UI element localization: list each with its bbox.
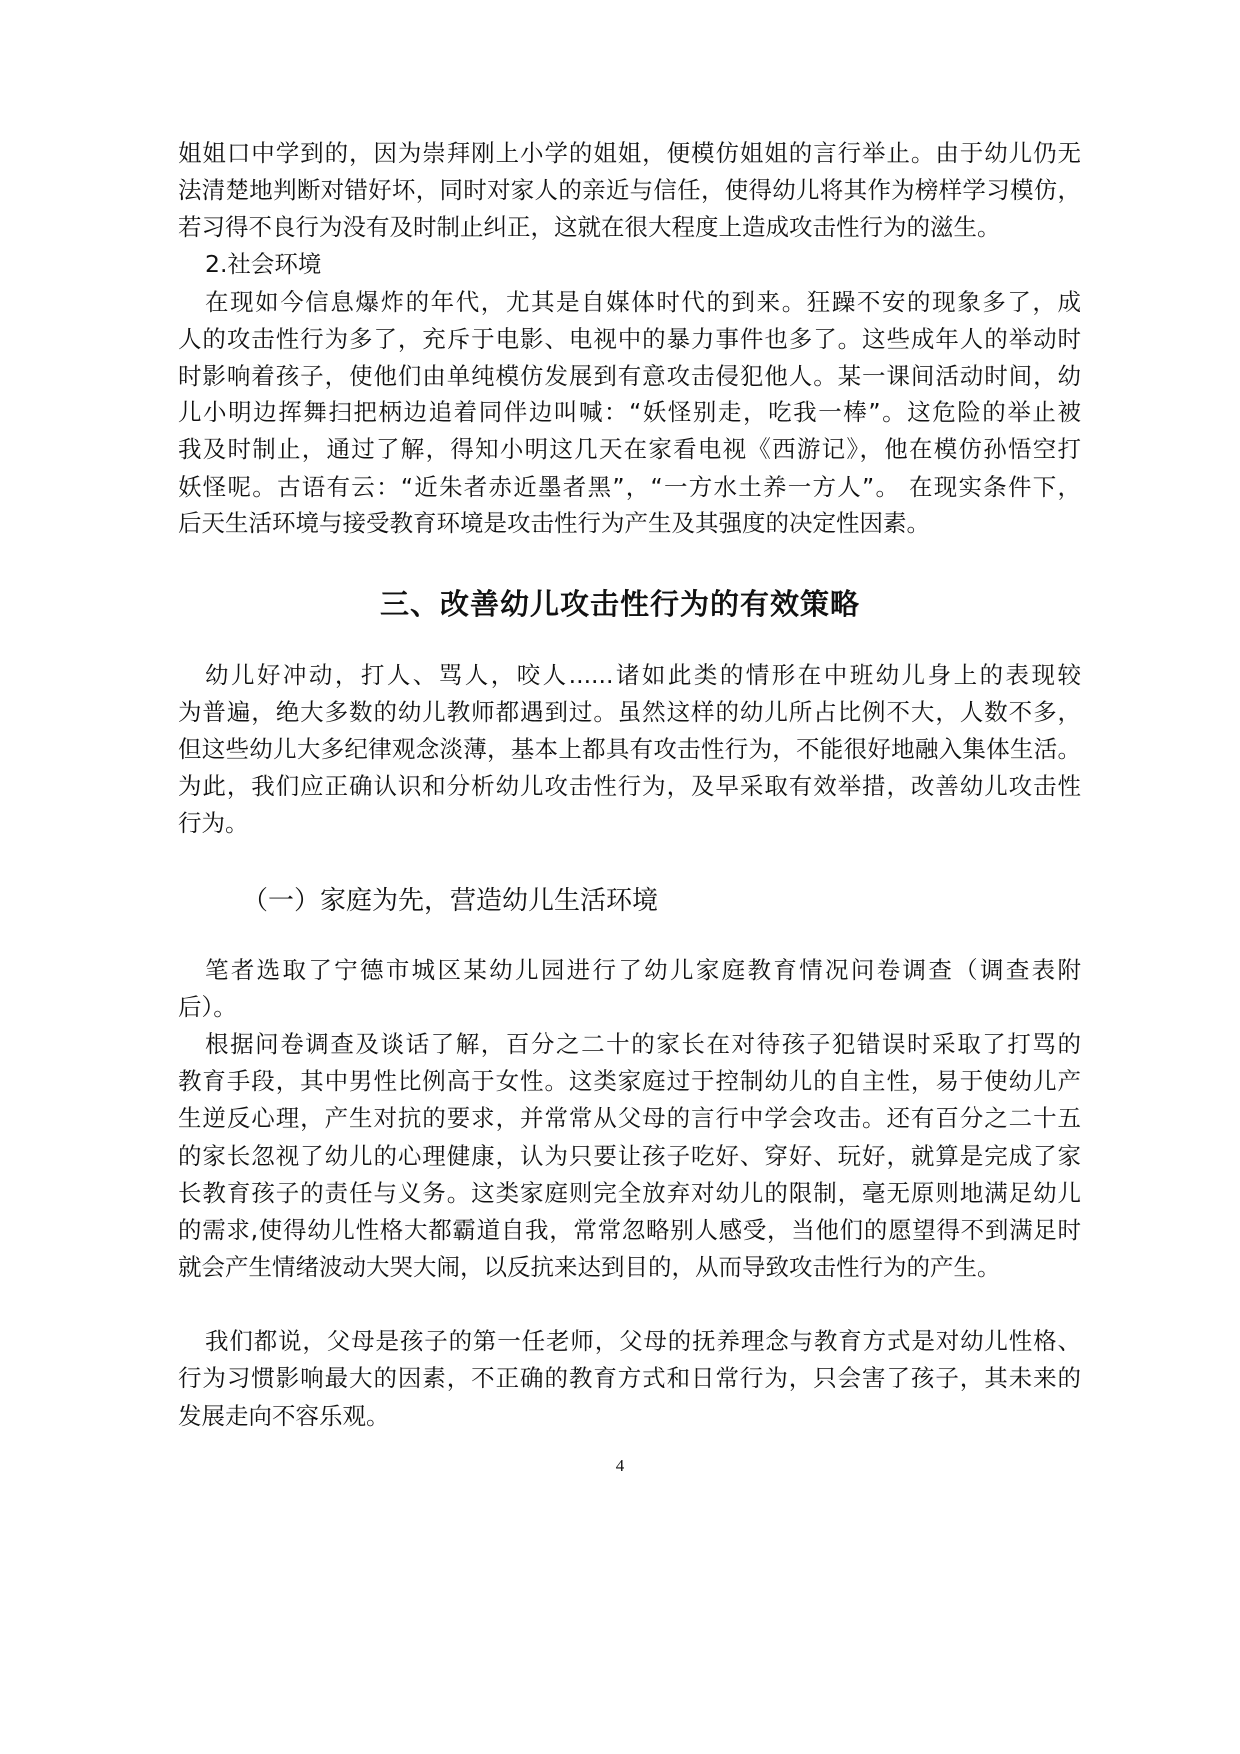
section-title: 三、改善幼儿攻击性行为的有效策略 — [379, 587, 860, 621]
page-number: 4 — [615, 1456, 625, 1475]
text-line: 姐姐口中学到的，因为崇拜刚上小学的姐姐，便模仿姐姐的言行举止。由于幼儿仍无 — [178, 139, 1081, 167]
text-line: 在现如今信息爆炸的年代，尤其是自媒体时代的到来。狂躁不安的现象多了，成 — [205, 288, 1081, 316]
text-line: 人的攻击性行为多了，充斥于电影、电视中的暴力事件也多了。这些成年人的举动时 — [178, 325, 1081, 353]
text-line: 的需求,使得幼儿性格大都霸道自我，常常忽略别人感受，当他们的愿望得不到满足时 — [178, 1216, 1081, 1244]
text-line: 后）。 — [178, 993, 237, 1021]
text-line: 行为。 — [178, 809, 249, 837]
text-line: 根据问卷调查及谈话了解，百分之二十的家长在对待孩子犯错误时采取了打骂的 — [205, 1030, 1081, 1058]
text-line: 行为习惯影响最大的因素，不正确的教育方式和日常行为，只会害了孩子，其未来的 — [178, 1364, 1081, 1392]
text-line: 法清楚地判断对错好坏，同时对家人的亲近与信任，使得幼儿将其作为榜样学习模仿， — [178, 176, 1081, 204]
subsection-title: （一）家庭为先，营造幼儿生活环境 — [242, 886, 659, 916]
text-line: 2.社会环境 — [205, 250, 322, 278]
text-line: 为普遍，绝大多数的幼儿教师都遇到过。虽然这样的幼儿所占比例不大，人数不多， — [178, 698, 1081, 726]
text-line: 我们都说，父母是孩子的第一任老师，父母的抚养理念与教育方式是对幼儿性格、 — [205, 1327, 1081, 1355]
text-line: 妖怪呢。古语有云：“近朱者赤近墨者黑”，“一方水土养一方人”。 在现实条件下， — [178, 473, 1081, 501]
text-line: 我及时制止，通过了解，得知小明这几天在家看电视《西游记》，他在模仿孙悟空打 — [178, 435, 1081, 463]
text-line: 生逆反心理，产生对抗的要求，并常常从父母的言行中学会攻击。还有百分之二十五 — [178, 1104, 1081, 1132]
text-line: 后天生活环境与接受教育环境是攻击性行为产生及其强度的决定性因素。 — [178, 509, 930, 537]
text-line: 长教育孩子的责任与义务。这类家庭则完全放弃对幼儿的限制，毫无原则地满足幼儿 — [178, 1179, 1081, 1207]
text-line: 教育手段，其中男性比例高于女性。这类家庭过于控制幼儿的自主性，易于使幼儿产 — [178, 1067, 1081, 1095]
text-line: 时影响着孩子，使他们由单纯模仿发展到有意攻击侵犯他人。某一课间活动时间，幼 — [178, 362, 1081, 390]
text-line: 就会产生情绪波动大哭大闹，以反抗来达到目的，从而导致攻击性行为的产生。 — [178, 1253, 1001, 1281]
text-line: 但这些幼儿大多纪律观念淡薄，基本上都具有攻击性行为，不能很好地融入集体生活。 — [178, 735, 1081, 763]
text-line: 的家长忽视了幼儿的心理健康，认为只要让孩子吃好、穿好、玩好，就算是完成了家 — [178, 1142, 1081, 1170]
text-line: 为此，我们应正确认识和分析幼儿攻击性行为，及早采取有效举措，改善幼儿攻击性 — [178, 772, 1081, 800]
text-line: 发展走向不容乐观。 — [178, 1402, 390, 1430]
text-line: 若习得不良行为没有及时制止纠正，这就在很大程度上造成攻击性行为的滋生。 — [178, 213, 1001, 241]
text-line: 儿小明边挥舞扫把柄边追着同伴边叫喊：“妖怪别走，吃我一棒”。这危险的举止被 — [178, 398, 1081, 426]
text-line: 笔者选取了宁德市城区某幼儿园进行了幼儿家庭教育情况问卷调查（调查表附 — [205, 956, 1081, 984]
text-line: 幼儿好冲动，打人、骂人，咬人......诸如此类的情形在中班幼儿身上的表现较 — [205, 661, 1081, 689]
